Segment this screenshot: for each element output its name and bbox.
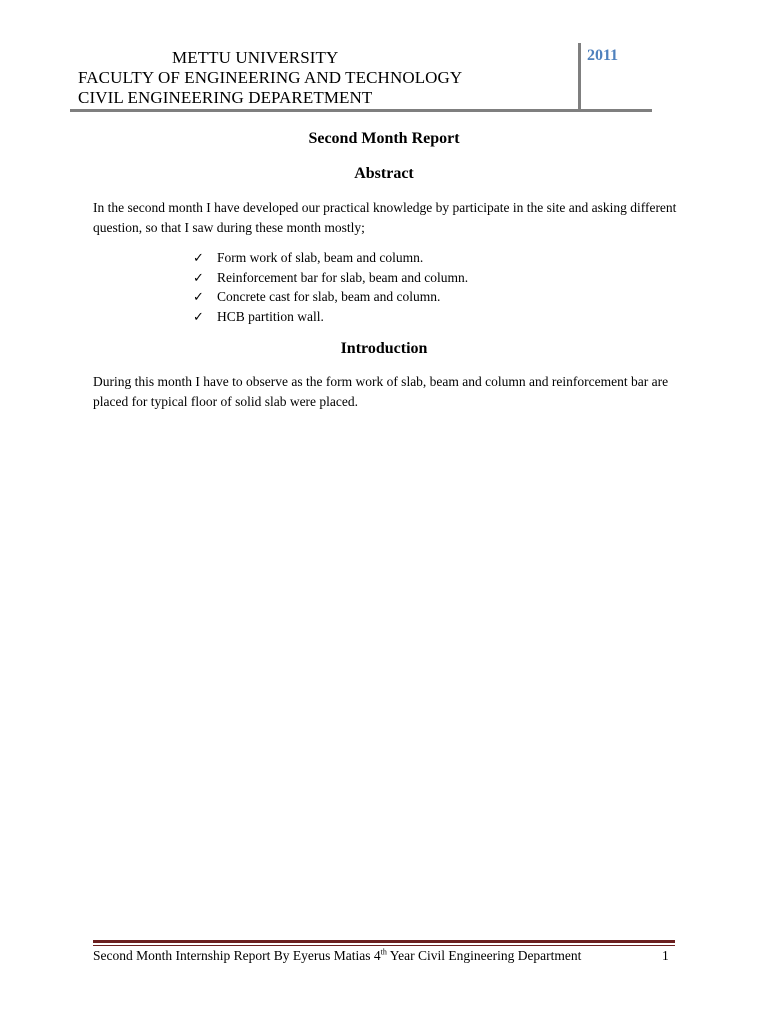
report-title: Second Month Report <box>308 130 460 147</box>
header-department: CIVIL ENGINEERING DEPARETMENT <box>78 88 373 107</box>
footer-text-end: Year Civil Engineering Department <box>386 948 582 963</box>
abstract-heading: Abstract <box>354 165 414 182</box>
footer-text-start: Second Month Internship Report By Eyerus Matias 4 <box>93 948 381 963</box>
check-icon: ✓ <box>193 289 204 304</box>
header-year: 2011 <box>587 47 619 64</box>
introduction-heading: Introduction <box>340 340 428 357</box>
list-item-text: Form work of slab, beam and column. <box>217 250 424 265</box>
list-item-text: HCB partition wall. <box>217 308 324 324</box>
page-number: 1 <box>662 948 669 963</box>
list-item <box>193 268 468 288</box>
footer-text <box>93 947 675 965</box>
header-vertical-divider <box>578 43 581 110</box>
footer-rule-thin <box>93 945 675 946</box>
header-horizontal-divider <box>70 109 652 112</box>
list-item-text: Concrete cast for slab, beam and column. <box>217 289 441 304</box>
introduction-paragraph: During this month I have to observe as the form work of slab, beam and column and reinforcement bar are placed for typical floor of solid slab were placed. <box>93 374 669 409</box>
list-item-text: Reinforcement bar for slab, beam and column. <box>217 269 469 285</box>
list-item <box>193 248 468 268</box>
footer-superscript: th <box>380 947 387 957</box>
footer-rule-thick <box>93 940 675 943</box>
document-header <box>78 48 578 108</box>
list-item <box>193 287 468 307</box>
check-icon: ✓ <box>193 308 204 324</box>
activity-checklist <box>193 248 468 326</box>
abstract-paragraph: In the second month I have developed our practical knowledge by participate in the site and asking different question, so that I saw during these month mostly; <box>93 200 677 235</box>
header-university: METTU UNIVERSITY <box>172 48 339 67</box>
header-faculty: FACULTY OF ENGINEERING AND TECHNOLOGY <box>78 68 463 87</box>
check-icon: ✓ <box>193 269 204 285</box>
list-item <box>193 307 468 327</box>
check-icon: ✓ <box>193 250 204 265</box>
